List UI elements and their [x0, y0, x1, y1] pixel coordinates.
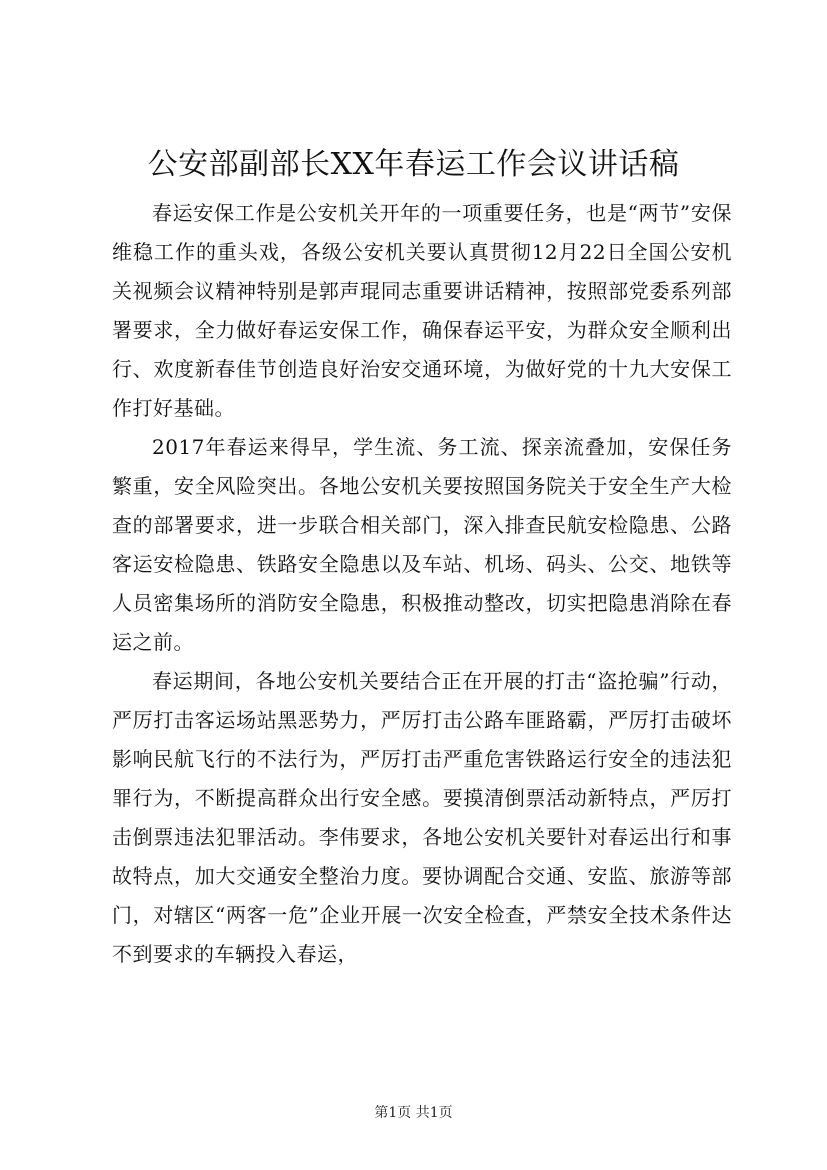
document-title: 公安部副部长XX年春运工作会议讲话稿	[147, 147, 680, 182]
paragraph-3: 春运期间，各地公安机关要结合正在开展的打击“盗抢骗”行动，严厉打击客运场站黑恶势力，严厉打击公路车匪路霸，严厉打击破坏影响民航飞行的不法行为，严厉打击严重危害铁路运行安全的违法犯罪行为，不断提高群众出行安全感。要摸清倒票活动新特点，严厉打击倒票违法犯罪活动。李伟要求，各地公安机关要针对春运出行和事故特点，加大交通安全整治力度。要协调配合交通、安监、旅游等部门，对辖区“两客一危”企业开展一次安全检查，严禁安全技术条件达不到要求的车辆投入春运，	[112, 669, 732, 966]
paragraph-1: 春运安保工作是公安机关开年的一项重要任务，也是“两节”安保维稳工作的重头戏，各级公安机关要认真贯彻12月22日全国公安机关视频会议精神特别是郭声琨同志重要讲话精神，按照部党委系列部署要求，全力做好春运安保工作，确保春运平安，为群众安全顺利出行、欢度新春佳节创造良好治安交通环境，为做好党的十九大安保工作打好基础。	[112, 201, 732, 420]
paragraph-2: 2017年春运来得早，学生流、务工流、探亲流叠加，安保任务繁重，安全风险突出。各地公安机关要按照国务院关于安全生产大检查的部署要求，进一步联合相关部门，深入排查民航安检隐患、公路客运安检隐患、铁路安全隐患以及车站、机场、码头、公交、地铁等人员密集场所的消防安全隐患，积极推动整改，切实把隐患消除在春运之前。	[112, 435, 732, 654]
document-body	[112, 194, 732, 974]
page-footer: 第1页 共1页	[374, 1105, 453, 1121]
